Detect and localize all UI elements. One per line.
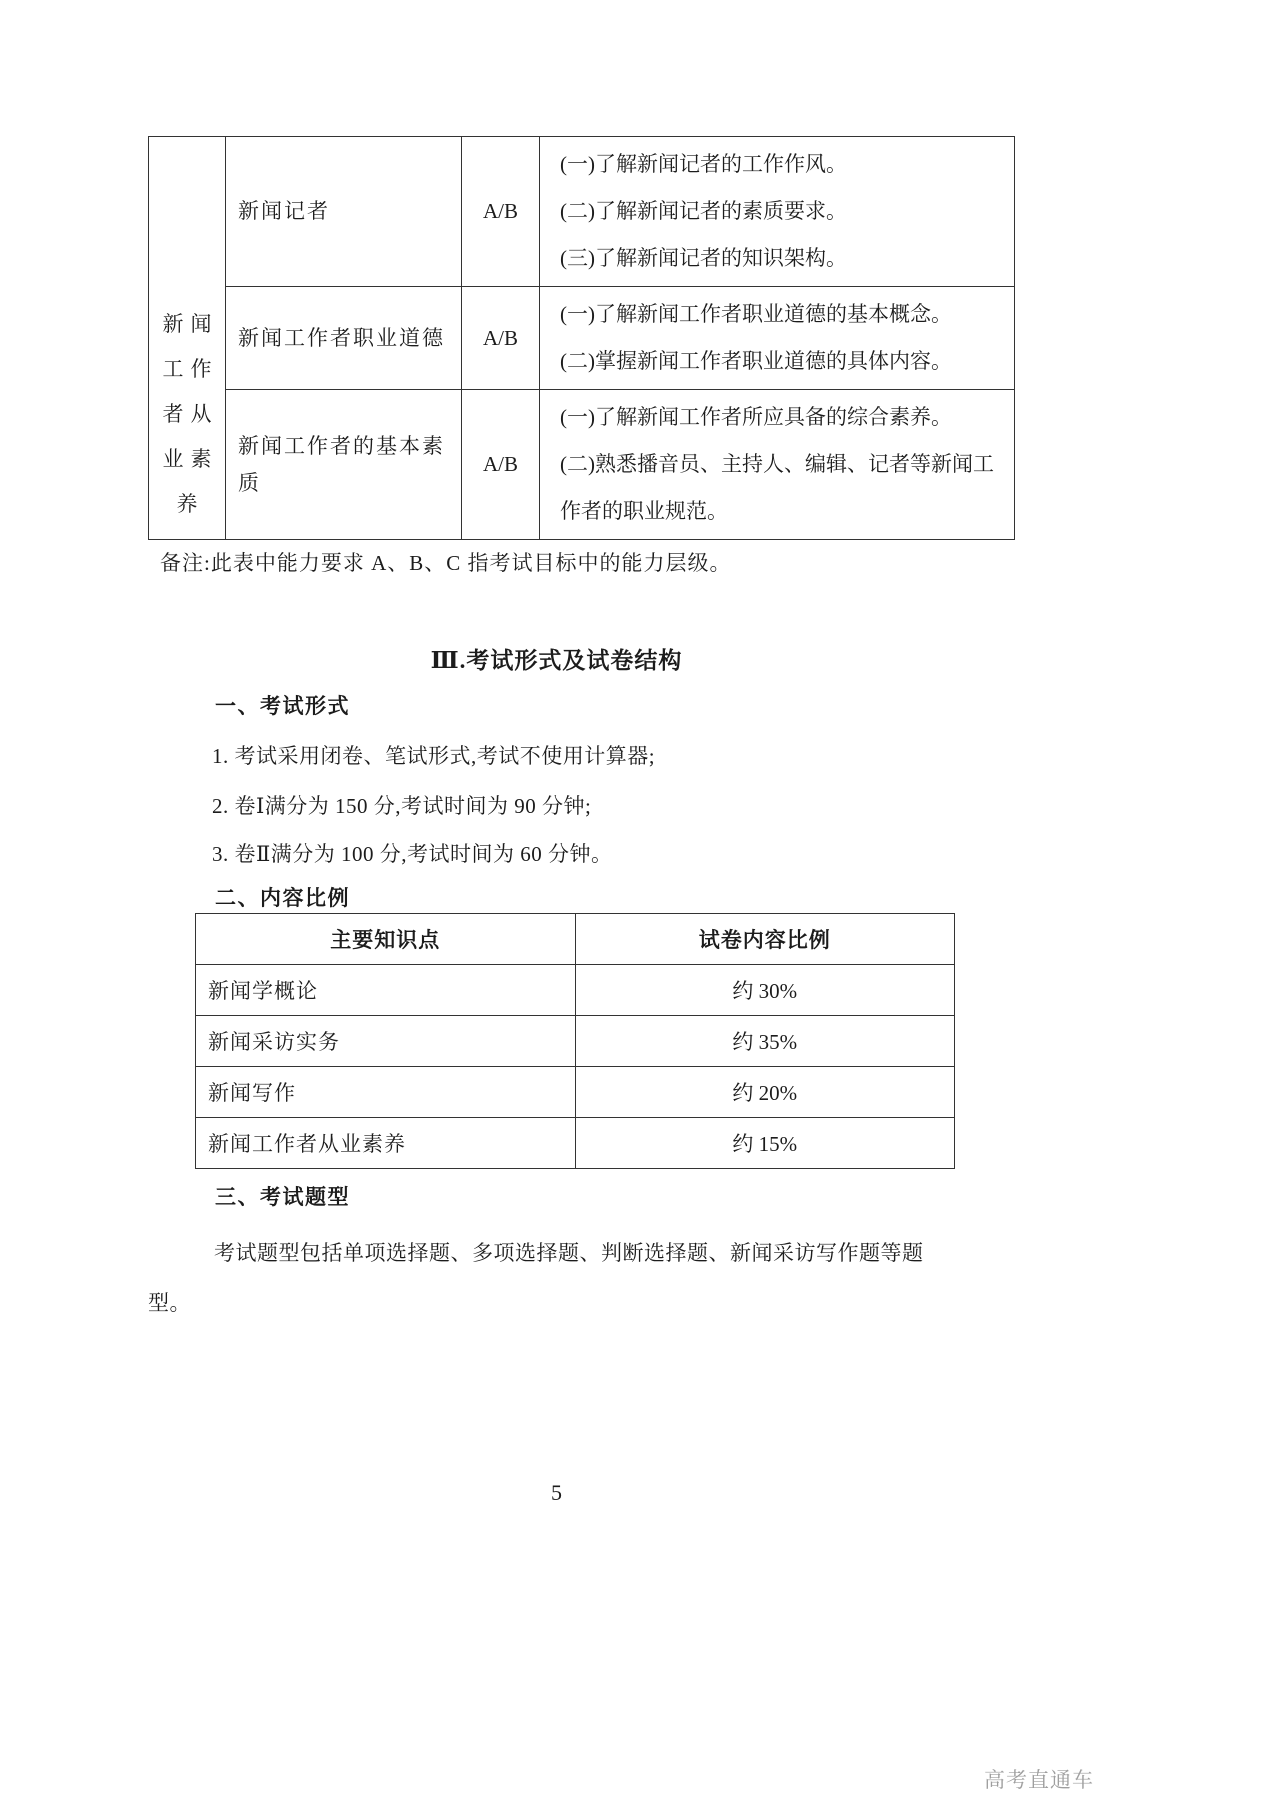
- topic-cell: 新闻写作: [196, 1067, 576, 1118]
- category-line: 工作: [162, 357, 219, 381]
- requirement-line: (一)了解新闻记者的工作作风。: [560, 152, 847, 176]
- table-row: [149, 137, 1015, 287]
- category-line: 者从: [162, 402, 219, 426]
- exam-form-item: 3. 卷Ⅱ满分为 100 分,考试时间为 60 分钟。: [212, 842, 613, 866]
- content-ratio-table: [195, 913, 955, 1169]
- level-cell: A/B: [462, 390, 540, 540]
- requirement-line: (二)了解新闻记者的素质要求。: [560, 199, 847, 223]
- topic-cell: 新闻采访实务: [196, 1016, 576, 1067]
- level-cell: A/B: [462, 137, 540, 287]
- topic-cell: 新闻工作者从业素养: [196, 1118, 576, 1169]
- subsection-title-question-types: 三、考试题型: [215, 1185, 350, 1209]
- ratio-cell: 约 15%: [575, 1118, 955, 1169]
- topic-cell: 新闻学概论: [196, 965, 576, 1016]
- table-row: [196, 1016, 955, 1067]
- requirements-cell: [540, 137, 1015, 287]
- category-line: 养: [176, 492, 205, 516]
- topic-cell: 新闻工作者职业道德: [226, 287, 462, 390]
- exam-form-item: 1. 考试采用闭卷、笔试形式,考试不使用计算器;: [212, 744, 656, 768]
- requirements-cell: [540, 390, 1015, 540]
- requirement-line: (一)了解新闻工作者职业道德的基本概念。: [560, 302, 952, 326]
- exam-form-item: 2. 卷Ⅰ满分为 150 分,考试时间为 90 分钟;: [212, 794, 592, 818]
- column-header-topic: 主要知识点: [196, 914, 576, 965]
- topic-cell: 新闻工作者的基本素质: [226, 390, 462, 540]
- ratio-cell: 约 20%: [575, 1067, 955, 1118]
- table-header-row: [196, 914, 955, 965]
- ratio-cell: 约 30%: [575, 965, 955, 1016]
- ratio-cell: 约 35%: [575, 1016, 955, 1067]
- topic-cell: 新闻记者: [226, 137, 462, 287]
- watermark-text: 高考直通车: [984, 1769, 1094, 1792]
- category-line: 业素: [162, 447, 219, 471]
- ability-requirements-table: [148, 136, 1015, 540]
- table-note: 备注:此表中能力要求 A、B、C 指考试目标中的能力层级。: [160, 551, 732, 575]
- table-row: [196, 1067, 955, 1118]
- level-cell: A/B: [462, 287, 540, 390]
- table-row: [196, 965, 955, 1016]
- table-row: [149, 287, 1015, 390]
- requirement-line: (二)掌握新闻工作者职业道德的具体内容。: [560, 349, 952, 373]
- requirement-line: (二)熟悉播音员、主持人、编辑、记者等新闻工作者的职业规范。: [560, 452, 994, 523]
- table-row: [149, 390, 1015, 540]
- requirement-line: (三)了解新闻记者的知识架构。: [560, 246, 847, 270]
- category-line: 新闻: [162, 312, 219, 336]
- subsection-title-exam-form: 一、考试形式: [215, 694, 350, 718]
- requirement-line: (一)了解新闻工作者所应具备的综合素养。: [560, 405, 952, 429]
- section-heading: Ⅲ.考试形式及试卷结构: [430, 648, 683, 673]
- table-row: [196, 1118, 955, 1169]
- category-cell: [149, 137, 226, 540]
- page-number: 5: [551, 1480, 562, 1505]
- column-header-ratio: 试卷内容比例: [575, 914, 955, 965]
- subsection-title-content-ratio: 二、内容比例: [215, 886, 350, 910]
- requirements-cell: [540, 287, 1015, 390]
- question-types-paragraph: 考试题型包括单项选择题、多项选择题、判断选择题、新闻采访写作题等题型。: [148, 1241, 924, 1315]
